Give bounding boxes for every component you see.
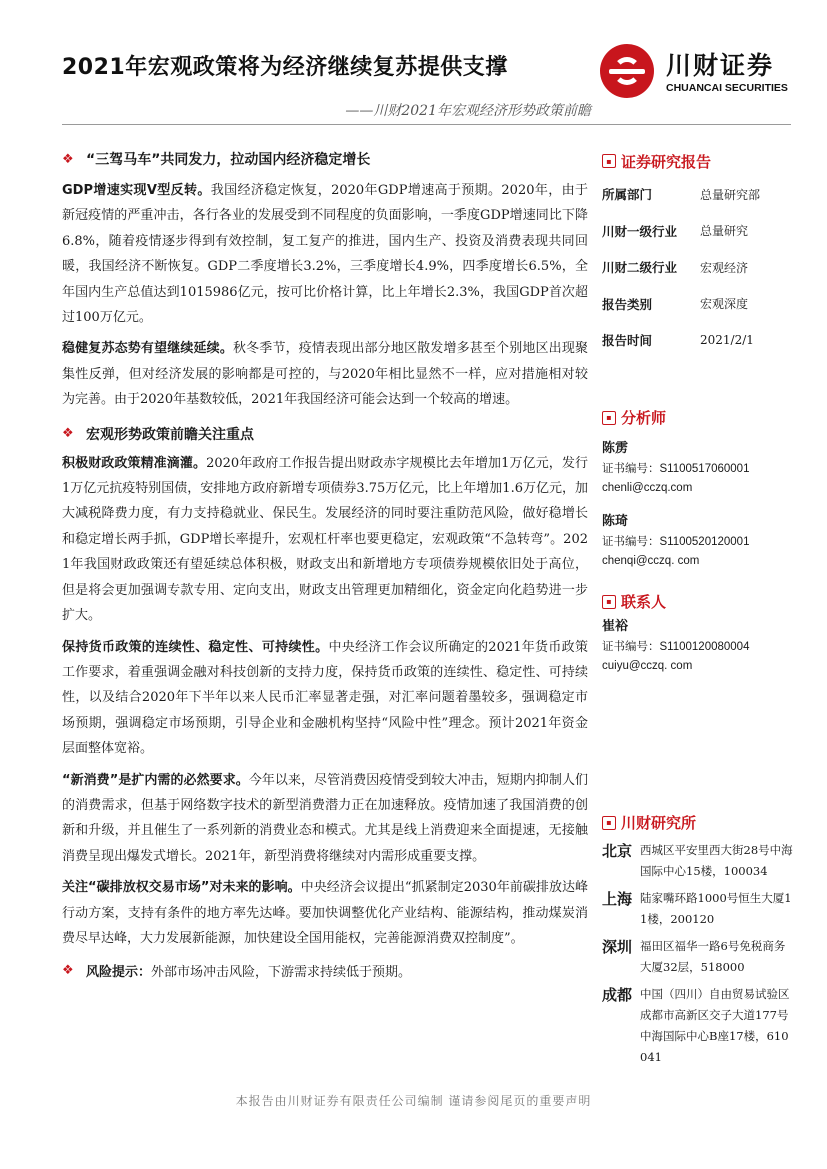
paragraph-body: 秋冬季节，疫情表现出部分地区散发增多甚至个别地区出现聚集性反弹，但对经济发展的影响都是可控的，与2020年相比显然不一样，应对措施相对较为完善。由于2020年基数较低，2021年我国经济可能会达到一个较高的增速。	[62, 341, 588, 408]
paragraph	[62, 178, 588, 330]
paragraph-body: 中央经济工作会议所确定的2021年货币政策工作要求，着重强调金融对科技创新的支持力度，保持货币政策的连续性、稳定性、可持续性，以及结合2020年下半年以来人民币汇率显著走强，对汇率问题着墨较多，强调稳定市场预期，强调稳定市场预期，引导企业和金融机构坚持“风险中性”理念。预计2021年资金层面整体宽裕。	[62, 639, 588, 757]
sidebar-heading-report: ▪ 证券研究报告	[602, 150, 794, 172]
person-icon: ▪	[602, 411, 616, 425]
paragraph-lead: 稳健复苏态势有望继续延续。	[62, 341, 233, 357]
risk-label: 风险提示：	[86, 964, 152, 980]
paragraph-lead: 关注“碳排放权交易市场”对未来的影响。	[62, 880, 301, 896]
report-title: 2021年宏观政策将为经济继续复苏提供支撑	[62, 55, 508, 80]
section-heading: ❖ “三驾马车”共同发力，拉动国内经济稳定增长	[62, 151, 371, 168]
info-row: 报告类别 宏观深度	[602, 296, 749, 312]
paragraph	[62, 875, 588, 951]
contact-name: 崔裕	[602, 618, 629, 634]
sidebar-heading-contact: ▪ 联系人	[602, 591, 794, 613]
office-list	[602, 840, 794, 1068]
analyst-email[interactable]: chenqi@cczq. com	[602, 554, 700, 567]
office-item: 深圳 福田区福华一路6号免税商务大厦32层，518000	[602, 937, 786, 974]
analyst-email[interactable]: chenli@cczq.com	[602, 481, 693, 494]
risk-text: 外部市场冲击风险，下游需求持续低于预期。	[151, 964, 412, 980]
paragraph-body: 2020年政府工作报告提出财政赤字规模比去年增加1万亿元，发行1万亿元抗疫特别国债，安排地方政府新增专项债券3.75万亿元，比上年增加1.6万亿元，加大减税降费力度，有力支持稳就业、保民生。发展经济的同时要注重防范风险，做好稳增长和稳定增长两手抓，GDP增长率提升，宏观杠杆率也要更稳定，宏观政策“不急转弯”。2021年我国财政政策还有望延续总体积极，财政支出和新增地方专项债券规模依旧处于高位，但是将会更加强调专款专用、定向支出，财政支出管理更加精细化，资金定向化趋势进一步扩大。	[62, 455, 588, 624]
info-row: 报告时间 2021/2/1	[602, 333, 754, 349]
paragraph-body: 中央经济会议提出“抓紧制定2030年前碳排放达峰行动方案，支持有条件的地方率先达峰。要加快调整优化产业结构、能源结构，推动煤炭消费尽早达峰，大力发展新能源，加快建设全国用能权，完善能源消费双控制度”。	[62, 880, 589, 946]
paragraph-body: 今年以来，尽管消费因疫情受到较大冲击，短期内抑制人们的消费需求，但基于网络数字技术的新型消费潜力正在加速释放。疫情加速了我国消费的创新和升级，并且催生了一系列新的消费业态和模式。尤其是线上消费迎来全面提速，无接触消费呈现出爆发式增长。2021年，新型消费将继续对内需形成重要支撑。	[62, 772, 588, 864]
analyst-cert: 证书编号：S1100517060001	[602, 462, 750, 475]
logo-mark-icon	[600, 44, 654, 98]
logo-name-cn: 川财证券	[666, 51, 775, 80]
diamond-bullet-icon: ❖	[62, 151, 74, 167]
info-row: 川财一级行业 总量研究	[602, 223, 749, 239]
info-row: 所属部门 总量研究部	[602, 187, 761, 203]
building-icon: ▪	[602, 816, 616, 830]
info-row: 川财二级行业 宏观经济	[602, 260, 749, 276]
contact-card	[602, 615, 794, 676]
contact-email[interactable]: cuiyu@cczq. com	[602, 659, 693, 672]
paragraph-body: 我国经济稳定恢复，2020年GDP增速高于预期。2020年，由于新冠疫情的严重冲击，各行各业的发展受到不同程度的负面影响，一季度GDP增速同比下降6.8%，随着疫情逐步得到有效控制，复工复产的推进，国内生产、投资及消费表现共同回暖，我国经济不断恢复。GDP二季度增长3.2%，三季度增长4.9%，四季度增长6.5%，全年国内生产总值达到1015986亿元，按可比价格计算，比上年增长2.3%，我国GDP首次超过100万亿元。	[62, 183, 588, 326]
company-logo	[600, 44, 800, 98]
risk-warning	[62, 959, 588, 981]
document-icon: ▪	[602, 154, 616, 168]
analyst-name: 陈雳	[602, 440, 629, 456]
page-footer: 本报告由川财证券有限责任公司编制 谨请参阅尾页的重要声明	[235, 1094, 592, 1108]
paragraph	[62, 336, 588, 412]
paragraph-lead: 保持货币政策的连续性、稳定性、可持续性。	[62, 639, 329, 655]
diamond-bullet-icon: ❖	[62, 962, 74, 978]
paragraph	[62, 768, 588, 870]
analyst-card	[602, 437, 794, 498]
paragraph-lead: 积极财政政策精准滴灌。	[62, 455, 207, 471]
analyst-name: 陈琦	[602, 513, 629, 529]
sidebar	[602, 150, 794, 1074]
paragraph-lead: GDP增速实现V型反转。	[62, 183, 211, 198]
office-item: 北京 西城区平安里西大街28号中海国际中心15楼，100034	[602, 841, 793, 878]
analyst-card	[602, 510, 794, 571]
report-info	[602, 176, 794, 359]
contact-cert: 证书编号：S1100120080004	[602, 640, 750, 653]
section-heading: ❖ 宏观形势政策前瞻关注重点	[62, 426, 254, 443]
report-subtitle: ——川财2021年宏观经济形势政策前瞻	[345, 103, 591, 119]
sidebar-heading-institute: ▪ 川财研究所	[602, 812, 794, 834]
main-content	[62, 148, 588, 981]
logo-name-en: CHUANCAI SECURITIES	[666, 82, 788, 94]
paragraph	[62, 451, 588, 629]
office-item: 上海 陆家嘴环路1000号恒生大厦11楼，200120	[602, 889, 792, 926]
diamond-bullet-icon: ❖	[62, 426, 74, 442]
contact-icon: ▪	[602, 595, 616, 609]
sidebar-heading-analyst: ▪ 分析师	[602, 407, 794, 429]
analyst-cert: 证书编号：S1100520120001	[602, 535, 750, 548]
header-divider	[62, 124, 791, 125]
paragraph-lead: “新消费”是扩内需的必然要求。	[62, 772, 249, 788]
office-item: 成都 中国（四川）自由贸易试验区成都市高新区交子大道177号中海国际中心B座17楼，610041	[602, 985, 790, 1064]
paragraph	[62, 635, 588, 762]
